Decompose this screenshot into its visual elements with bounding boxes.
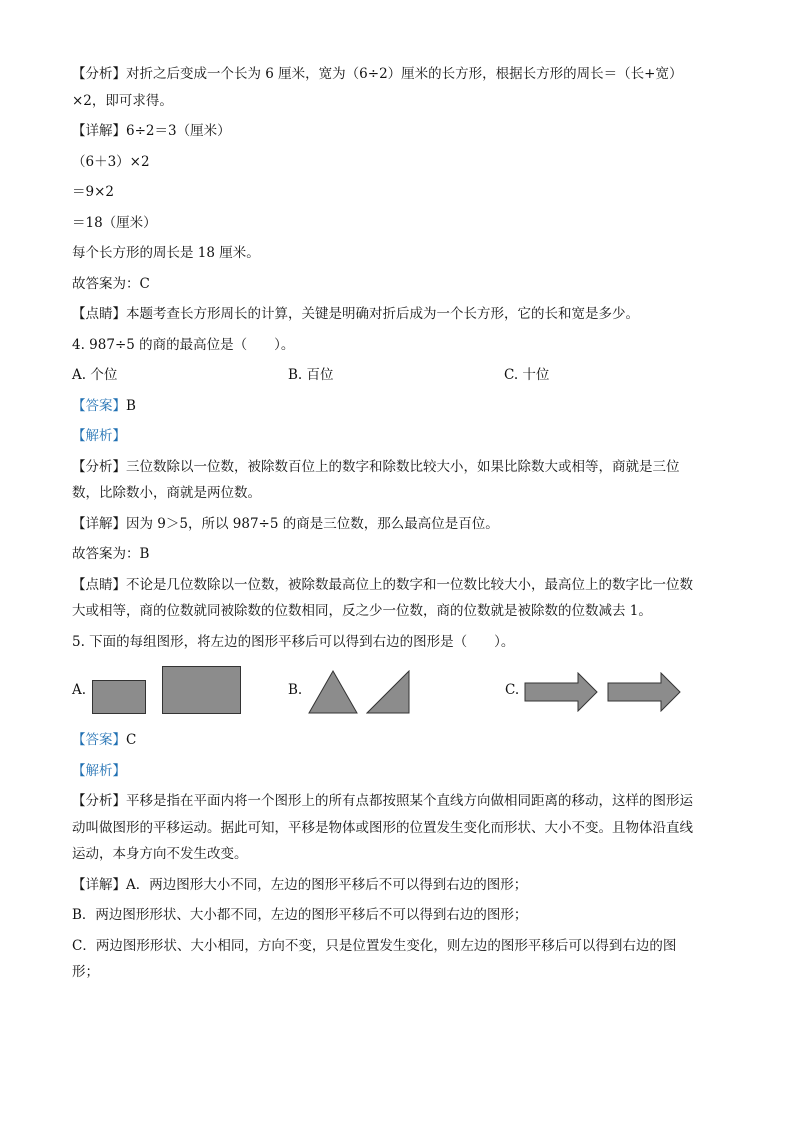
analysis-label: 【分析】 bbox=[72, 458, 126, 475]
answer-label: 【答案】 bbox=[72, 732, 126, 748]
q5-detail-c-cont: 形； bbox=[72, 964, 99, 980]
option-b-label: B. bbox=[288, 682, 303, 698]
q5-question: 5. 下面的每组图形，将左边的图形平移后可以得到右边的图形是（ ）。 bbox=[72, 633, 515, 650]
q3-answer: 故答案为：C bbox=[72, 275, 150, 292]
option-c: C. 十位 bbox=[504, 367, 550, 383]
right-triangle-shape bbox=[366, 670, 410, 714]
comment-text: 本题考查长方形周长的计算，关键是明确对折后成为一个长方形，它的长和宽是多少。 bbox=[126, 306, 639, 322]
analysis-label: 【分析】 bbox=[72, 66, 126, 82]
q5-analysis-cont: 动叫做图形的平移运动。据此可知，平移是物体或图形的位置发生变化而形状、大小不变。且物体沿直线 bbox=[72, 819, 693, 836]
q4-answer bbox=[72, 396, 722, 416]
q5-detail-c: C．两边图形形状、大小相同，方向不变，只是位置发生变化，则左边的图形平移后可以得到右边的图 bbox=[72, 937, 677, 954]
detail-text: 6÷2＝3（厘米） bbox=[126, 123, 231, 139]
q3-detail-step: ＝9×2 bbox=[72, 184, 114, 200]
analysis-text: 三位数除以一位数，被除数百位上的数字和除数比较大小，如果比除数大或相等，商就是三位 bbox=[126, 458, 680, 475]
q5-analysis bbox=[72, 791, 722, 811]
detail-label: 【详解】 bbox=[72, 876, 126, 893]
q5-detail bbox=[72, 875, 722, 895]
q3-analysis-cont: ×2，即可求得。 bbox=[72, 92, 173, 109]
analysis-label: 【分析】 bbox=[72, 793, 126, 809]
answer-label: 【答案】 bbox=[72, 397, 126, 414]
analysis-text: 对折之后变成一个长为 6 厘米，宽为（6÷2）厘米的长方形，根据长方形的周长＝（长+宽） bbox=[126, 66, 683, 82]
q4-answer-text: 故答案为：B bbox=[72, 546, 150, 562]
q5-shape-options bbox=[72, 662, 722, 718]
option-a-label: A. bbox=[72, 682, 87, 698]
large-rectangle-shape bbox=[162, 666, 242, 714]
q4-detail bbox=[72, 514, 722, 534]
option-c-label: C. bbox=[505, 682, 520, 698]
q3-conclusion: 每个长方形的周长是 18 厘米。 bbox=[72, 245, 260, 261]
arrow-shape-left bbox=[524, 672, 598, 712]
q4-analysis bbox=[72, 457, 722, 477]
q3-comment bbox=[72, 304, 722, 324]
q5-analysis-cont: 运动，本身方向不发生改变。 bbox=[72, 846, 248, 862]
comment-text: 不论是几位数除以一位数，被除数最高位上的数字和一位数比较大小，最高位上的数字比一位数 bbox=[126, 576, 693, 593]
document-page bbox=[72, 64, 722, 993]
arrow-shape-right bbox=[607, 672, 681, 712]
q3-detail bbox=[72, 121, 722, 141]
option-a: A. 个位 bbox=[72, 367, 118, 383]
detail-label: 【详解】 bbox=[72, 123, 126, 139]
q4-options bbox=[72, 365, 722, 385]
q4-comment bbox=[72, 575, 722, 595]
q4-comment-cont: 大或相等，商的位数就同被除数的位数相同，反之少一位数，商的位数就是被除数的位数减去 1。 bbox=[72, 603, 652, 619]
q3-detail-step: ＝18（厘米） bbox=[72, 214, 157, 231]
q3-analysis bbox=[72, 64, 722, 84]
answer-value: C bbox=[126, 732, 137, 748]
q5-explain-label: 【解析】 bbox=[72, 762, 126, 779]
q4-question: 4. 987÷5 的商的最高位是（ ）。 bbox=[72, 336, 295, 353]
comment-label: 【点睛】 bbox=[72, 576, 126, 593]
option-b: B. 百位 bbox=[288, 367, 334, 383]
q3-detail-step: （6＋3）×2 bbox=[72, 153, 150, 170]
small-rectangle-shape bbox=[92, 680, 146, 714]
detail-text: A．两边图形大小不同，左边的图形平移后不可以得到右边的图形； bbox=[126, 876, 528, 893]
q4-explain-label: 【解析】 bbox=[72, 428, 126, 444]
q5-detail-b: B．两边图形形状、大小都不同，左边的图形平移后不可以得到右边的图形； bbox=[72, 907, 528, 923]
answer-value: B bbox=[126, 397, 136, 414]
q4-analysis-cont: 数，比除数小，商就是两位数。 bbox=[72, 485, 261, 501]
comment-label: 【点睛】 bbox=[72, 306, 126, 322]
detail-text: 因为 9＞5，所以 987÷5 的商是三位数，那么最高位是百位。 bbox=[126, 515, 499, 532]
detail-label: 【详解】 bbox=[72, 515, 126, 532]
equilateral-triangle-shape bbox=[308, 670, 358, 714]
q5-answer bbox=[72, 730, 722, 750]
analysis-text: 平移是指在平面内将一个图形上的所有点都按照某个直线方向做相同距离的移动，这样的图形运 bbox=[126, 793, 693, 809]
